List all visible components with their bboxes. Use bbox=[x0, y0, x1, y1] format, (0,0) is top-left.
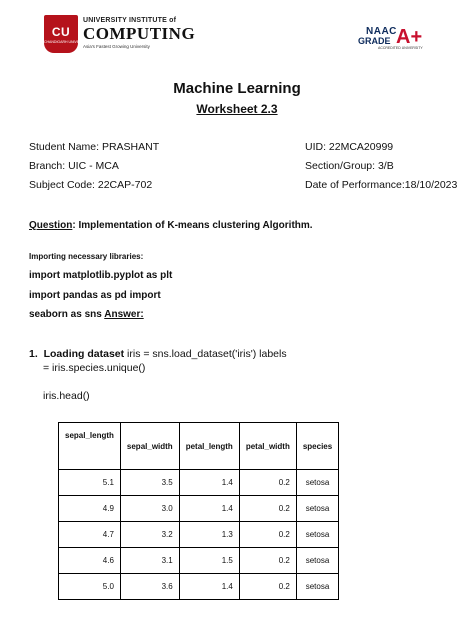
cu-shield-icon bbox=[44, 15, 90, 53]
column-header: sepal_width bbox=[120, 423, 179, 470]
grade-text: GRADE bbox=[358, 36, 391, 46]
iris-head-table bbox=[58, 422, 339, 600]
table-cell: 3.2 bbox=[120, 522, 179, 548]
table-cell: setosa bbox=[296, 470, 338, 496]
table-cell: setosa bbox=[296, 548, 338, 574]
section-group: Section/Group: 3/B bbox=[305, 160, 394, 172]
column-header: petal_width bbox=[239, 423, 296, 470]
table-cell: 3.1 bbox=[120, 548, 179, 574]
student-name: Student Name: PRASHANT bbox=[29, 141, 160, 153]
table-header-row bbox=[59, 423, 339, 470]
answer-label: Answer: bbox=[104, 309, 144, 320]
code-line-1: import matplotlib.pyplot as plt bbox=[29, 270, 173, 281]
section-1-code: iris = sns.load_dataset('iris') labels bbox=[124, 348, 287, 360]
naac-logo bbox=[358, 26, 436, 52]
table-row bbox=[59, 522, 339, 548]
table-cell: 0.2 bbox=[239, 470, 296, 496]
subject-code: Subject Code: 22CAP-702 bbox=[29, 179, 153, 191]
table-cell: 0.2 bbox=[239, 522, 296, 548]
table-cell: 4.9 bbox=[59, 496, 121, 522]
date-of-performance: Date of Performance:18/10/2023 bbox=[305, 179, 458, 191]
cu-badge-subtext: CHANDIGARH UNIVERSITY bbox=[44, 40, 90, 44]
university-logo bbox=[44, 15, 196, 55]
table-cell: 0.2 bbox=[239, 574, 296, 600]
code-line-3-text: seaborn as sns bbox=[29, 309, 105, 320]
table-cell: setosa bbox=[296, 574, 338, 600]
branch: Branch: UIC - MCA bbox=[29, 160, 119, 172]
libraries-heading: Importing necessary libraries: bbox=[29, 252, 144, 261]
table-cell: setosa bbox=[296, 522, 338, 548]
column-header: species bbox=[296, 423, 338, 470]
table-cell: 5.1 bbox=[59, 470, 121, 496]
code-line-2: import pandas as pd import bbox=[29, 290, 161, 301]
institute-name-line2: COMPUTING bbox=[83, 24, 196, 43]
table-cell: 0.2 bbox=[239, 496, 296, 522]
institute-name-line1: UNIVERSITY INSTITUTE of bbox=[83, 17, 177, 24]
table-row bbox=[59, 548, 339, 574]
table-cell: 5.0 bbox=[59, 574, 121, 600]
section-1-number: 1. bbox=[29, 348, 38, 360]
page-title: Machine Learning bbox=[173, 80, 301, 97]
table-cell: 4.6 bbox=[59, 548, 121, 574]
table-row bbox=[59, 574, 339, 600]
question bbox=[29, 220, 313, 231]
head-call: iris.head() bbox=[43, 390, 90, 402]
table-row bbox=[59, 496, 339, 522]
table-cell: 4.7 bbox=[59, 522, 121, 548]
question-text: : Implementation of K-means clustering Algorithm. bbox=[72, 220, 313, 231]
accredited-text: ACCREDITED UNIVERSITY bbox=[378, 46, 423, 50]
section-1-title: Loading dataset bbox=[43, 348, 125, 360]
cu-badge-text: CU bbox=[51, 25, 71, 39]
table-cell: 3.5 bbox=[120, 470, 179, 496]
table-cell: 0.2 bbox=[239, 548, 296, 574]
table-row bbox=[59, 470, 339, 496]
column-header: petal_length bbox=[179, 423, 239, 470]
column-header: sepal_length bbox=[59, 423, 121, 470]
table-cell: 1.3 bbox=[179, 522, 239, 548]
table-cell: setosa bbox=[296, 496, 338, 522]
grade-value: A+ bbox=[396, 26, 423, 48]
table-cell: 3.0 bbox=[120, 496, 179, 522]
student-uid: UID: 22MCA20999 bbox=[305, 141, 394, 153]
code-line-3 bbox=[29, 309, 144, 320]
naac-text: NAAC bbox=[366, 26, 397, 37]
section-1-heading bbox=[29, 348, 287, 360]
question-label: Question bbox=[29, 220, 73, 231]
worksheet-subtitle: Worksheet 2.3 bbox=[196, 102, 278, 116]
table-cell: 1.5 bbox=[179, 548, 239, 574]
institute-tagline: Asia's Fastest Growing University bbox=[83, 44, 150, 49]
table-cell: 1.4 bbox=[179, 470, 239, 496]
table-cell: 1.4 bbox=[179, 574, 239, 600]
table-cell: 3.6 bbox=[120, 574, 179, 600]
table-cell: 1.4 bbox=[179, 496, 239, 522]
section-1-code-continued: = iris.species.unique() bbox=[43, 362, 146, 374]
